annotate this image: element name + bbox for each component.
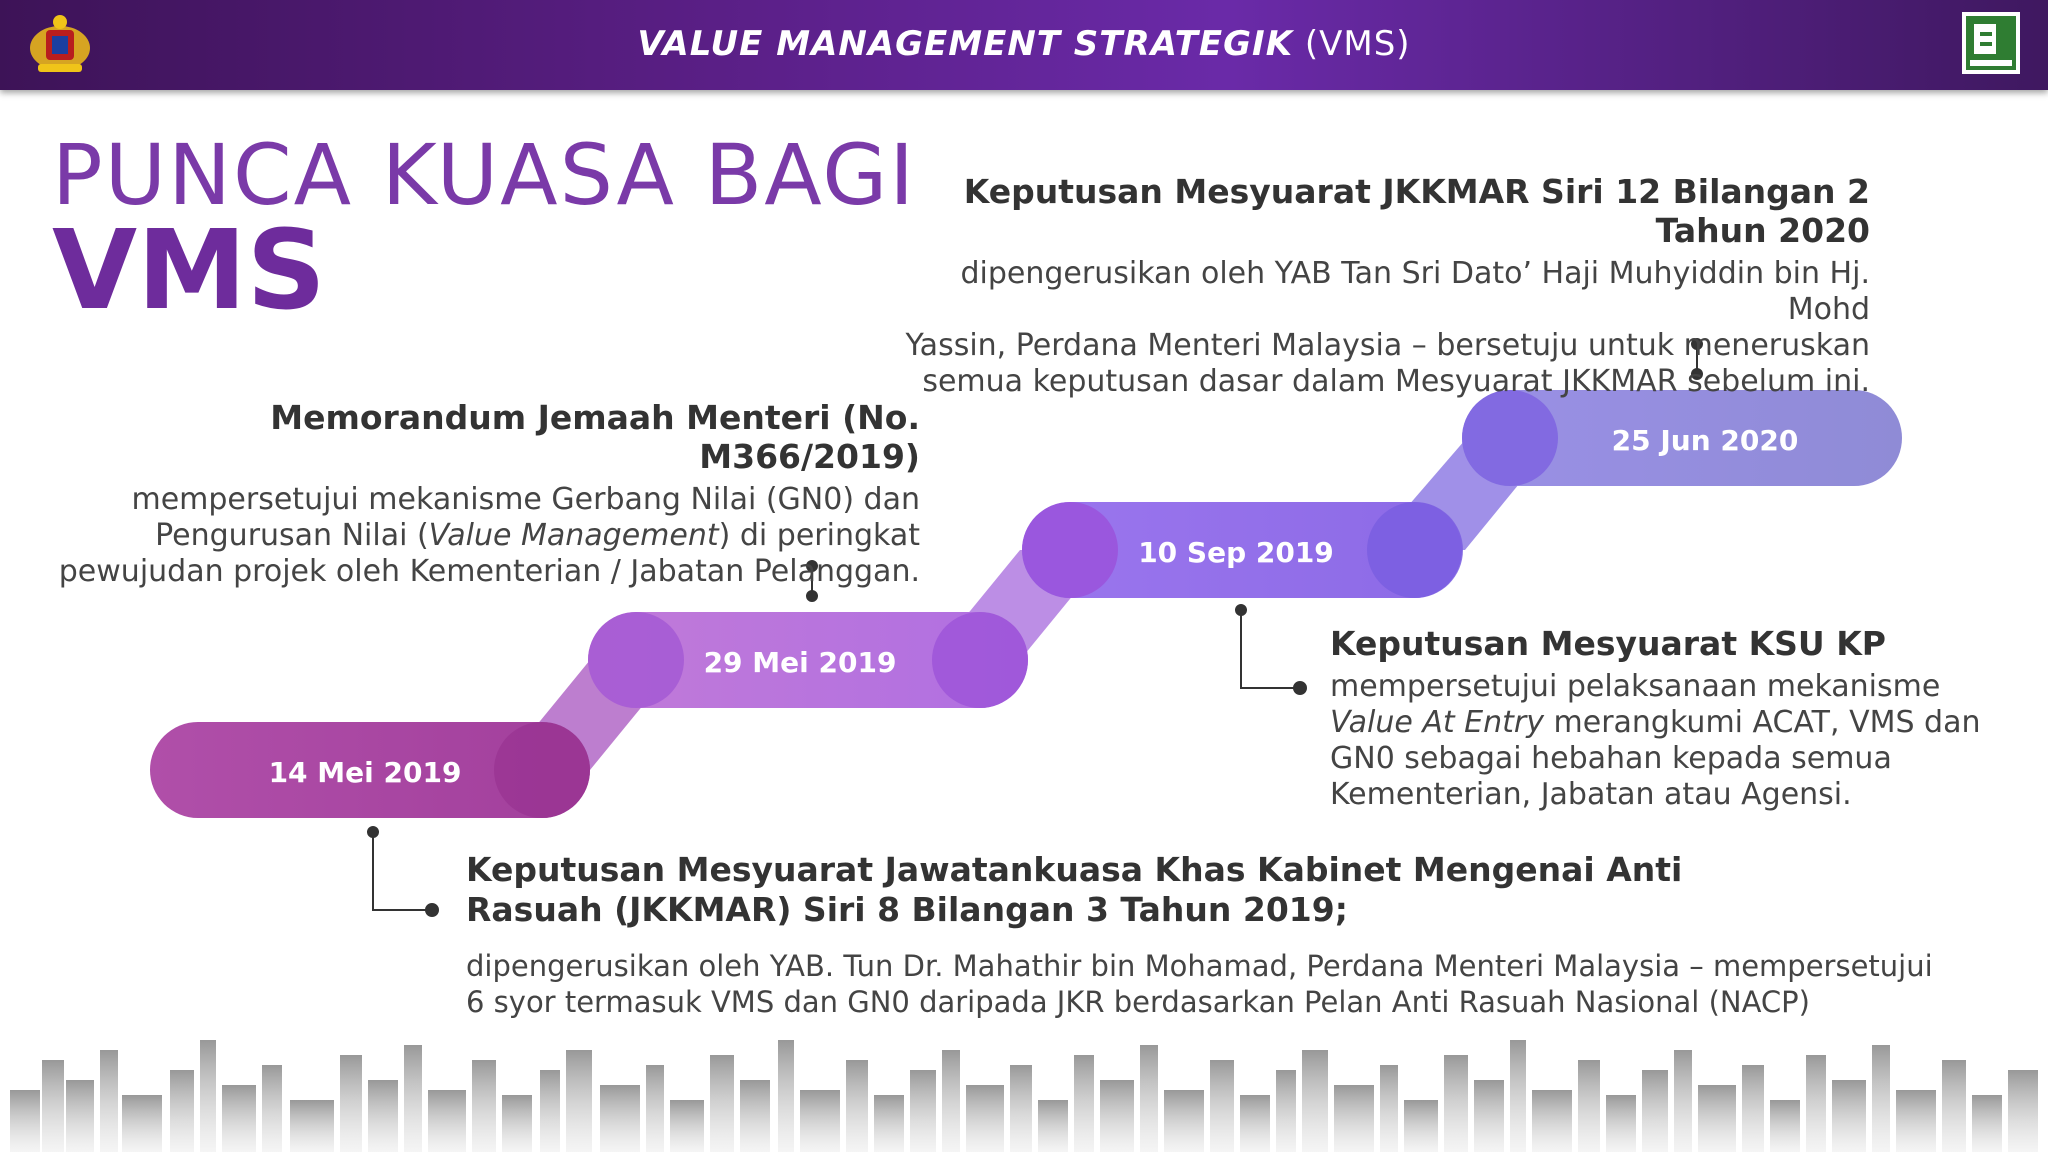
jkkmar-2020-block	[870, 172, 1870, 400]
ksu-kp-text-line1: mempersetujui pelaksanaan mekanisme	[1330, 669, 1941, 704]
callout-line-1	[368, 827, 438, 916]
ksu-kp-heading: Keputusan Mesyuarat KSU KP	[1330, 624, 1886, 663]
city-skyline-decoration	[0, 1020, 2048, 1152]
ksu-kp-text-line2-italic: Value At Entry	[1330, 705, 1544, 740]
jkkmar-2019-text-line1: dipengerusikan oleh YAB. Tun Dr. Mahathir bin Mohamad, Perdana Menteri Malaysia – mempersetujui	[466, 949, 1933, 983]
memorandum-text-line3: pewujudan projek oleh Kementerian / Jabatan Pelanggan.	[58, 554, 920, 589]
milestone-date: 10 Sep 2019	[1138, 536, 1334, 569]
milestone-2	[588, 612, 1028, 708]
ksu-kp-text-line3: GN0 sebagai hebahan kepada semua	[1330, 741, 1892, 776]
memorandum-text-line1: mempersetujui mekanisme Gerbang Nilai (GN0) dan	[131, 482, 920, 517]
memorandum-text-line2-post: ) di peringkat	[718, 518, 920, 553]
memorandum-text-line2-pre: Pengurusan Nilai (	[155, 518, 429, 553]
header-title-suffix: (VMS)	[1293, 24, 1411, 64]
memorandum-heading: Memorandum Jemaah Menteri (No. M366/2019)	[270, 398, 920, 476]
milestone-4	[1462, 390, 1902, 486]
ksu-kp-text-line2-post: merangkumi ACAT, VMS dan	[1543, 705, 1981, 740]
ksu-kp-block	[1330, 624, 2030, 813]
milestone-date: 14 Mei 2019	[268, 756, 462, 789]
jkkmar-2019-heading-line1: Keputusan Mesyuarat Jawatankuasa Khas Kabinet Mengenai Anti	[466, 850, 1683, 889]
jkkmar-2020-text-line1: dipengerusikan oleh YAB Tan Sri Dato’ Haji Muhyiddin bin Hj. Mohd	[960, 256, 1870, 327]
milestone-1	[150, 722, 590, 818]
page-title-line2: VMS	[52, 206, 326, 334]
jkkmar-2019-text-line2: 6 syor termasuk VMS dan GN0 daripada JKR berdasarkan Pelan Anti Rasuah Nasional (NACP)	[466, 985, 1810, 1019]
jkkmar-2020-text-line3: semua keputusan dasar dalam Mesyuarat JKKMAR sebelum ini.	[922, 364, 1870, 399]
jkkmar-2020-heading: Keputusan Mesyuarat JKKMAR Siri 12 Bilangan 2 Tahun 2020	[963, 172, 1870, 250]
jkkmar-2019-block	[466, 850, 2026, 1020]
memorandum-block	[40, 398, 920, 590]
jkkmar-2019-heading-line2: Rasuah (JKKMAR) Siri 8 Bilangan 3 Tahun 2019;	[466, 890, 1348, 929]
milestone-date: 25 Jun 2020	[1611, 424, 1799, 457]
page-title-line1: PUNCA KUASA BAGI	[52, 126, 917, 224]
header-title-bold: VALUE MANAGEMENT STRATEGIK	[637, 24, 1294, 64]
milestone-date: 29 Mei 2019	[703, 646, 897, 679]
milestone-3	[1022, 502, 1463, 598]
memorandum-text-line2-italic: Value Management	[428, 518, 719, 553]
jkkmar-2020-text-line2: Yassin, Perdana Menteri Malaysia – bersetuju untuk meneruskan	[905, 328, 1870, 363]
ksu-kp-text-line4: Kementerian, Jabatan atau Agensi.	[1330, 777, 1852, 812]
memorandum-text-line2	[40, 518, 920, 554]
ksu-kp-text-line2	[1330, 705, 2030, 741]
callout-line-3	[1236, 605, 1306, 694]
